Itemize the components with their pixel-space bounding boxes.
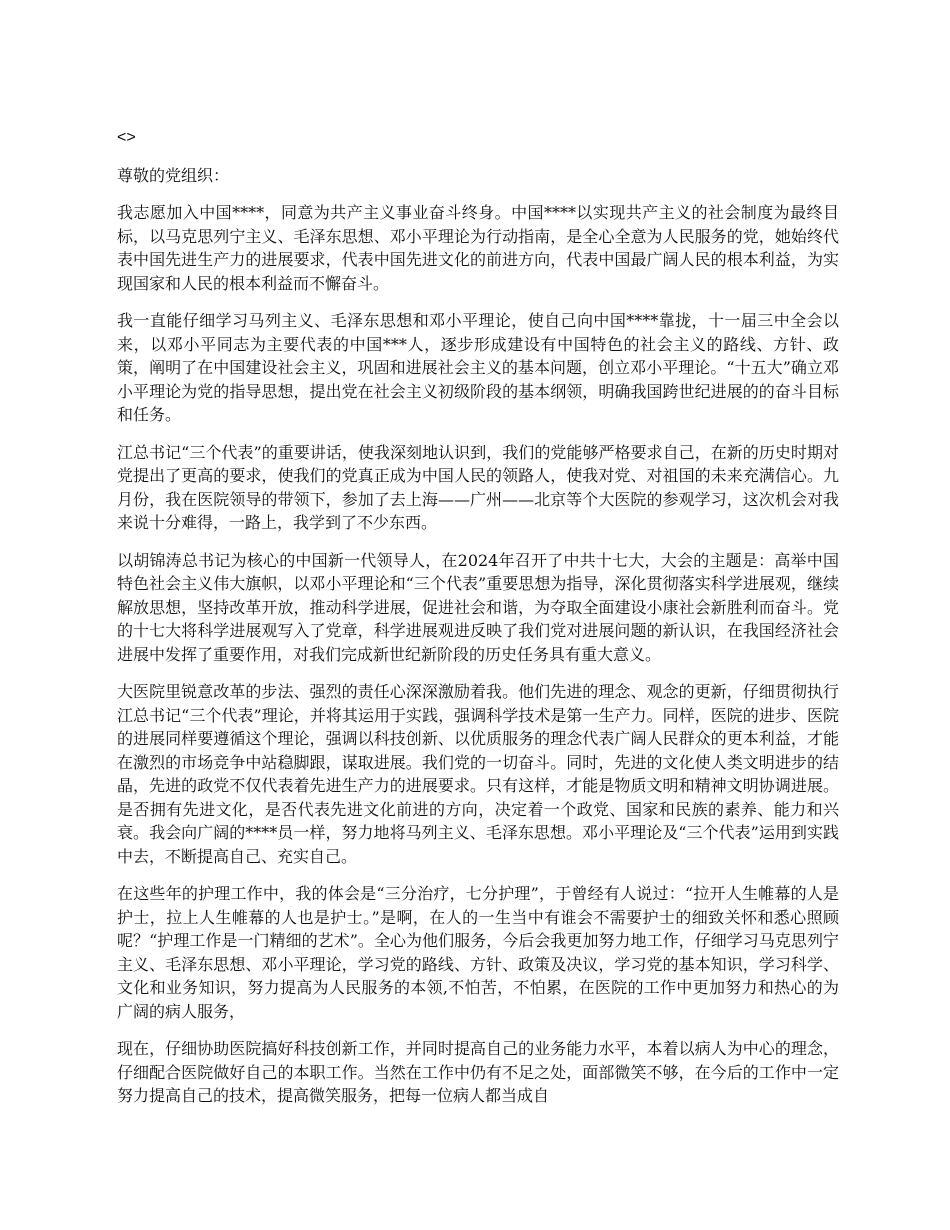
paragraph-4: 以胡锦涛总书记为核心的中国新一代领导人，在2024年召开了中共十七大，大会的主题是：高举中国特色社会主义伟大旗帜，以邓小平理论和“三个代表”重要思想为指导，深化贯彻落实科学进展观，继续解放思想，坚持改革开放，推动科学进展，促进社会和谐，为夺取全面建设小康社会新胜利而奋斗。党的十七大将科学进展观写入了党章，科学进展观进反映了我们党对进展问题的新认识，在我国经济社会进展中发挥了重要作用，对我们完成新世纪新阶段的历史任务具有重大意义。 — [117, 550, 839, 664]
paragraph-3: 江总书记“三个代表”的重要讲话，使我深刻地认识到，我们的党能够严格要求自己，在新的历史时期对党提出了更高的要求，使我们的党真正成为中国人民的领路人，使我对党、对祖国的未来充满信心。九月份，我在医院领导的带领下，参加了去上海——广州——北京等个大医院的参观学习，这次机会对我来说十分难得，一路上，我学到了不少东西。 — [117, 442, 839, 532]
document-body — [117, 126, 839, 1122]
salutation: 尊敬的党组织： — [117, 165, 230, 185]
paragraph-7: 现在，仔细协助医院搞好科技创新工作，并同时提高自己的业务能力水平，本着以病人为中心的理念，仔细配合医院做好自己的本职工作。当然在工作中仍有不足之处，面部微笑不够，在今后的工作中一定努力提高自己的技术，提高微笑服务，把每一位病人都当成自 — [117, 1039, 839, 1105]
paragraph-2: 我一直能仔细学习马列主义、毛泽东思想和邓小平理论，使自己向中国****靠拢，十一届三中全会以来，以邓小平同志为主要代表的中国***人，逐步形成建设有中国特色的社会主义的路线、方针、政策，阐明了在中国建设社会主义，巩固和进展社会主义的基本问题，创立邓小平理论。“十五大”确立邓小平理论为党的指导思想，提出党在社会主义初级阶段的基本纲领，明确我国跨世纪进展的的奋斗目标和任务。 — [117, 311, 839, 424]
paragraph-6: 在这些年的护理工作中，我的体会是“三分治疗，七分护理”，于曾经有人说过：“拉开人生帷幕的人是护士，拉上人生帷幕的人也是护士。”是啊，在人的一生当中有谁会不需要护士的细致关怀和悉心照顾呢？“护理工作是一门精细的艺术”。全心为他们服务，今后会我更加努力地工作，仔细学习马克思列宁主义、毛泽东思想、邓小平理论，学习党的路线、方针、政策及决议，学习党的基本知识，学习科学、文化和业务知识，努力提高为人民服务的本领,不怕苦，不怕累，在医院的工作中更加努力和热心的为广阔的病人服务， — [117, 884, 839, 1021]
paragraph-5: 大医院里锐意改革的步法、强烈的责任心深深激励着我。他们先进的理念、观念的更新，仔细贯彻执行江总书记“三个代表”理论，并将其运用于实践，强调科学技术是第一生产力。同样，医院的进步、医院的进展同样要遵循这个理论，强调以科技创新、以优质服务的理念代表广阔人民群众的更本利益，才能在激烈的市场竞争中站稳脚跟，谋取进展。我们党的一切奋斗。同时，先进的文化使人类文明进步的结晶，先进的政党不仅代表着先进生产力的进展要求。只有这样，才能是物质文明和精神文明协调进展。是否拥有先进文化，是否代表先进文化前进的方向，决定着一个政党、国家和民族的素养、能力和兴衰。我会向广阔的****员一样，努力地将马列主义、毛泽东思想。邓小平理论及“三个代表”运用到实践中去，不断提高自己、充实自己。 — [117, 682, 839, 866]
document-marker: <> — [117, 129, 136, 146]
paragraph-1: 我志愿加入中国****，同意为共产主义事业奋斗终身。中国****以实现共产主义的社会制度为最终目标，以马克思列宁主义、毛泽东思想、邓小平理论为行动指南，是全心全意为人民服务的党，她始终代表中国先进生产力的进展要求，代表中国先进文化的前进方向，代表中国最广阔人民的根本利益，为实现国家和人民的根本利益而不懈奋斗。 — [117, 203, 839, 293]
